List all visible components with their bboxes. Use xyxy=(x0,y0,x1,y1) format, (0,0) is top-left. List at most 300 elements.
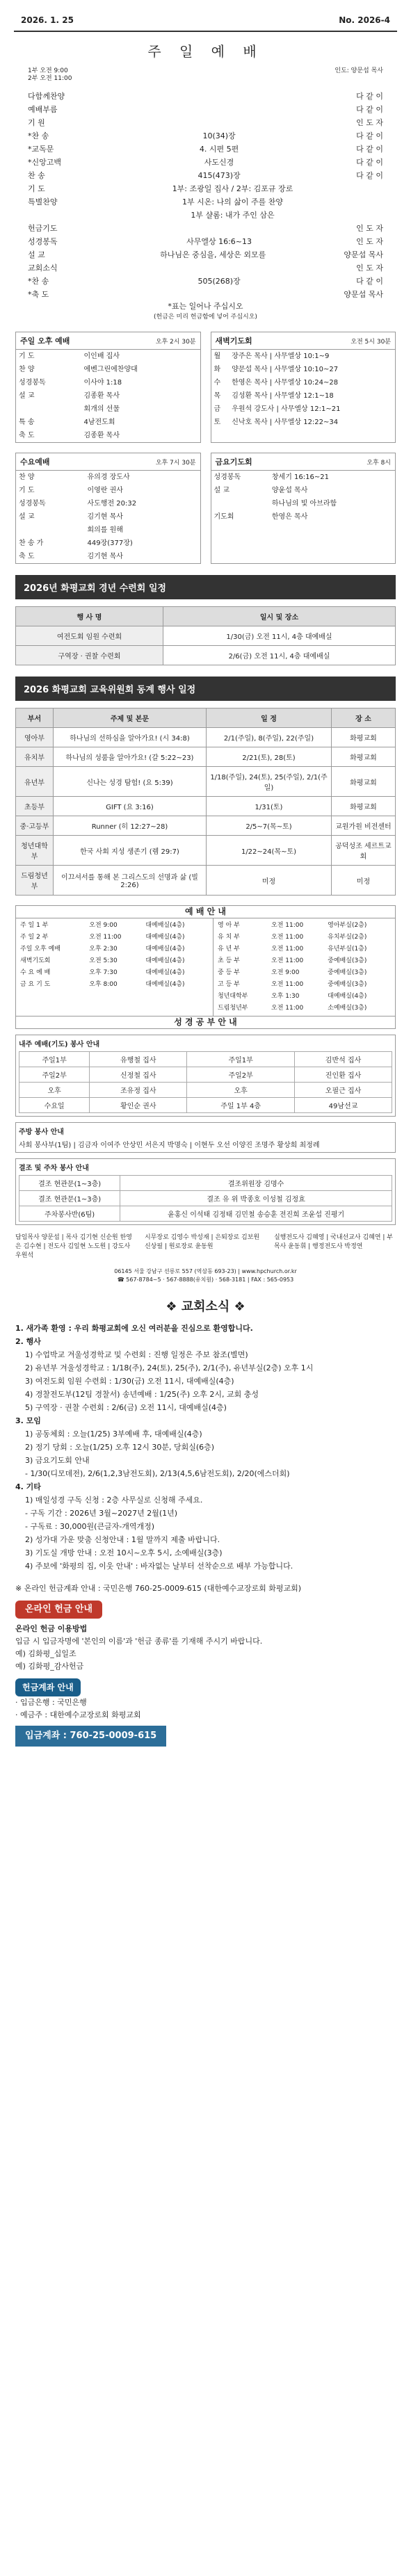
parking-box xyxy=(15,1158,396,1225)
schedule-right-cell: 오후 1:30 xyxy=(271,993,300,1000)
sunday-pm-key xyxy=(16,403,81,416)
edu-cell: 이끄셔서를 통해 본 그리스도의 선명과 삶 (빌 2:26) xyxy=(53,866,206,896)
fri-key: 성경봉독 xyxy=(213,473,241,481)
order-row xyxy=(28,169,383,182)
wed-row xyxy=(16,497,200,510)
schedule-left-row xyxy=(18,955,211,967)
schedule-left-cell: 새벽기도회 xyxy=(20,957,51,964)
edu-cell: 화평교회 xyxy=(331,767,395,797)
retreat-cell: 여전도회 임원 수련회 xyxy=(16,626,163,646)
wed-value: 이영란 권사 xyxy=(87,487,123,494)
wed-value: 회의를 원해 xyxy=(87,526,123,534)
order-row xyxy=(28,235,383,248)
dawn-row xyxy=(211,363,396,376)
wed-row xyxy=(16,471,200,484)
fri-row xyxy=(211,497,396,510)
retreat-cell: 2/6(금) 오전 11시, 4층 대예배실 xyxy=(163,646,396,665)
service-guide-left xyxy=(16,918,213,1016)
order-label: 설 교 xyxy=(28,250,45,259)
dawn-box xyxy=(211,332,396,443)
schedule-right-cell: 오전 11:00 xyxy=(271,957,304,964)
address-line-1: 06145 서울 강남구 선릉로 557 (역삼동 693-23) | www.hpchurch.or.kr xyxy=(114,1268,297,1274)
dawn-key: 토 xyxy=(213,419,221,426)
parents-cell: 수요일 xyxy=(19,1098,90,1113)
dawn-value: 한영은 목사 | 사무엘상 10:24~28 xyxy=(232,379,339,387)
schedule-right-cell: 초 등 부 xyxy=(218,957,240,964)
fri-value: 한영은 목사 xyxy=(271,513,308,521)
schedule-right-cell: 소예배실(3층) xyxy=(328,1005,367,1012)
news-list xyxy=(15,1322,396,1573)
fri-row xyxy=(211,510,396,524)
order-content: 1부 시온: 나의 삶이 주를 찬양 xyxy=(182,197,284,206)
order-content: 1부: 조광일 집사 / 2부: 김포규 장로 xyxy=(172,184,293,193)
dawn-row xyxy=(211,416,396,429)
edu-cell: 유치부 xyxy=(16,747,54,767)
dawn-table xyxy=(211,350,396,429)
parking-cell: 결조 현관문(1~3층) xyxy=(19,1176,120,1191)
parents-table xyxy=(19,1051,392,1113)
edu-cell: 한국 사회 지성 생존기 (렘 29:7) xyxy=(53,836,206,866)
service-times-left xyxy=(28,67,72,83)
schedule-left-cell: 오후 7:30 xyxy=(89,969,118,976)
retreat-table xyxy=(15,606,396,665)
order-content xyxy=(82,90,356,103)
sunday-pm-value: 회개의 선물 xyxy=(83,405,120,413)
order-label: 헌금기도 xyxy=(28,224,58,233)
staff-list xyxy=(15,1233,396,1261)
news-item: 2) 성가대 가운 맞춤 신청안내 : 1월 말까지 제출 바랍니다. xyxy=(25,1535,220,1544)
kitchen-box xyxy=(15,1122,396,1153)
fri-time: 오후 8시 xyxy=(366,459,391,467)
order-leader: 다 같 이 xyxy=(356,105,383,114)
news-item: - 구독 기간 : 2026년 3월~2027년 2월(1년) xyxy=(25,1509,178,1518)
order-leader: 인 도 자 xyxy=(356,237,383,246)
schedule-right-row xyxy=(216,920,393,932)
parents-row xyxy=(19,1083,392,1098)
schedule-left-cell: 오후 8:00 xyxy=(89,981,118,988)
wed-key: 설 교 xyxy=(19,513,35,521)
sunday-pm-row xyxy=(16,350,200,363)
fri-key: 설 교 xyxy=(213,487,229,494)
dawn-key: 월 xyxy=(213,353,221,360)
online-offering xyxy=(15,1582,396,1747)
news-item: 2) 유년부 겨울성경학교 : 1/18(주), 24(토), 25(주), 2/1(주), 유년부실(2층) 오후 1시 xyxy=(25,1363,314,1372)
wed-key: 성경봉독 xyxy=(19,500,46,508)
edu-row xyxy=(16,866,396,896)
schedule-left-cell: 금 요 기 도 xyxy=(20,981,51,988)
schedule-right-row xyxy=(216,943,393,955)
schedule-right-row xyxy=(216,991,393,1003)
order-row xyxy=(28,116,383,129)
order-content xyxy=(82,222,356,235)
schedule-left-cell: 오후 2:30 xyxy=(89,946,118,953)
dawn-row xyxy=(211,389,396,403)
sunday-pm-time: 오후 2시 30분 xyxy=(155,338,196,346)
wed-key: 기 도 xyxy=(19,487,35,494)
news-heading: 1. 새가족 환영 : 우리 화평교회에 오신 여러분을 진심으로 환영합니다. xyxy=(15,1324,253,1333)
order-leader: 다 같 이 xyxy=(356,131,383,140)
news-item: 3) 금요기도회 안내 xyxy=(25,1456,90,1465)
edu-header: 주제 및 본문 xyxy=(53,708,206,728)
sunday-pm-value: 이사야 1:18 xyxy=(83,379,122,387)
online-pill: 온라인 헌금 안내 xyxy=(15,1601,102,1619)
parents-cell: 주일2부 xyxy=(187,1067,295,1083)
kitchen-title: 주방 봉사 안내 xyxy=(19,1128,64,1136)
edu-cell: 화평교회 xyxy=(331,747,395,767)
schedule-left-cell: 오전 11:00 xyxy=(89,934,122,941)
parents-cell: 조유정 집사 xyxy=(90,1083,187,1098)
order-row xyxy=(28,261,383,275)
fri-key xyxy=(211,497,269,510)
edu-row xyxy=(16,747,396,767)
order-content: 505(268)장 xyxy=(198,277,241,286)
news-heading: 2. 행사 xyxy=(15,1337,41,1346)
online-ex-1: 예) 김화평_십일조 xyxy=(15,1649,76,1658)
bulletin-header xyxy=(0,0,411,25)
edu-cell: 하나님의 성품을 알아가요! (갈 5:22~23) xyxy=(53,747,206,767)
wed-head xyxy=(16,453,200,471)
wed-value: 유의경 장도사 xyxy=(87,473,130,481)
order-label: *찬 송 xyxy=(28,277,49,286)
edu-cell: 미정 xyxy=(207,866,332,896)
service-1: 1부 오전 9:00 xyxy=(28,67,68,74)
order-label xyxy=(28,209,82,222)
wed-time: 오후 7시 30분 xyxy=(155,459,196,467)
order-note-2: (헌금은 미리 헌금함에 넣어 주십시오) xyxy=(154,314,257,321)
schedule-left-cell: 주 일 1 부 xyxy=(20,922,49,929)
edu-cell: 2/21(토), 28(토) xyxy=(207,747,332,767)
order-content: 1부 샬롬: 내가 주인 삼은 xyxy=(191,211,275,220)
sunday-pm-value: 김종환 목사 xyxy=(83,432,120,439)
sunday-pm-row xyxy=(16,416,200,429)
parents-cell: 유행철 집사 xyxy=(90,1052,187,1067)
order-row xyxy=(28,195,383,209)
edu-cell: 2/5~7(목~토) xyxy=(207,816,332,836)
order-content: 사무엘상 16:6~13 xyxy=(186,237,252,246)
edu-header: 장 소 xyxy=(331,708,395,728)
parents-box xyxy=(15,1035,396,1117)
staff-col-2: 시무장로 김영수 박성재 | 은퇴장로 김보원 신상필 | 원로장로 윤동원 xyxy=(144,1234,260,1250)
wed-fri-row xyxy=(15,453,396,564)
account-holder: · 예금주 : 대한예수교장로회 화평교회 xyxy=(15,1710,141,1719)
order-label: 예배부름 xyxy=(28,105,58,114)
church-address xyxy=(0,1267,411,1284)
sunday-pm-row xyxy=(16,389,200,403)
fri-box xyxy=(211,453,396,564)
edu-row xyxy=(16,816,396,836)
edu-cell: 2/1(주일), 8(주일), 22(주일) xyxy=(207,728,332,747)
wed-key: 찬 송 가 xyxy=(19,540,44,547)
schedule-right-row xyxy=(216,955,393,967)
sunday-pm-key: 설 교 xyxy=(19,392,35,400)
dawn-title: 새벽기도회 xyxy=(215,337,252,346)
order-content xyxy=(82,261,356,275)
service-guide xyxy=(15,905,396,1029)
edu-row xyxy=(16,767,396,797)
parents-cell: 진인환 집사 xyxy=(295,1067,392,1083)
sunday-pm-row xyxy=(16,429,200,442)
fri-value: 하나님의 빛 아브라함 xyxy=(271,500,337,508)
edu-cell: 드림청년부 xyxy=(16,866,54,896)
order-content: 사도신경 xyxy=(204,158,234,167)
parents-cell: 주일2부 xyxy=(19,1067,90,1083)
order-label: *찬 송 xyxy=(28,131,49,140)
dawn-row xyxy=(211,403,396,416)
edu-table xyxy=(15,708,396,896)
schedule-right-cell: 고 등 부 xyxy=(218,981,240,988)
schedule-right-cell: 드림청년부 xyxy=(218,1005,248,1012)
retreat-cell: 구역장 · 권찰 수련회 xyxy=(16,646,163,665)
edu-cell: 화평교회 xyxy=(331,728,395,747)
dawn-key: 금 xyxy=(213,405,221,413)
order-row xyxy=(28,275,383,288)
online-ex-2: 예) 김화평_감사헌금 xyxy=(15,1662,84,1671)
order-content: 415(473)장 xyxy=(198,171,241,180)
dawn-head xyxy=(211,332,396,350)
schedule-right-row xyxy=(216,979,393,991)
schedule-left-cell: 주 일 2 부 xyxy=(20,934,49,941)
wed-value: 김기현 목사 xyxy=(87,513,123,521)
order-leader: 다 같 이 xyxy=(356,145,383,154)
schedule-right-cell: 오전 11:00 xyxy=(271,1005,304,1012)
schedule-left-cell: 대예배실(4층) xyxy=(145,981,185,988)
sunday-pm-key: 축 도 xyxy=(19,432,35,439)
order-label: 찬 송 xyxy=(28,171,45,180)
schedule-left-row xyxy=(18,967,211,979)
fri-key: 기도회 xyxy=(213,513,234,521)
online-note: ※ 온라인 헌금계좌 안내 : 국민은행 760-25-0009-615 (대한예수교장로회 화평교회) xyxy=(15,1584,302,1593)
order-content xyxy=(82,116,356,129)
address-line-2: ☎ 567-8784~5 · 567-8888(유치원) · 568-3181 | FAX : 565-0953 xyxy=(117,1277,294,1283)
schedule-right-row xyxy=(216,932,393,943)
service-leader: 인도: 양문섭 목사 xyxy=(335,67,383,74)
schedule-left-row xyxy=(18,920,211,932)
schedule-right-cell: 중예배실(3층) xyxy=(328,981,367,988)
edu-row xyxy=(16,728,396,747)
account-number: 입금계좌 : 760-25-0009-615 xyxy=(15,1726,166,1747)
retreat-header: 일시 및 장소 xyxy=(163,607,396,626)
sunday-pm-value: 김종환 목사 xyxy=(83,392,120,400)
edu-header-row xyxy=(16,708,396,728)
sunday-pm-value: 4남전도회 xyxy=(83,419,115,426)
schedule-right-cell: 유 년 부 xyxy=(218,946,240,953)
sunday-pm-value: 이인배 집사 xyxy=(83,353,120,360)
news-heading: 3. 모임 xyxy=(15,1416,41,1425)
dawn-key: 목 xyxy=(213,392,221,400)
news-heading: 4. 기타 xyxy=(15,1482,41,1491)
bulletin-date: 2026. 1. 25 xyxy=(21,15,74,25)
sunday-pm-key: 기 도 xyxy=(19,353,35,360)
fri-head xyxy=(211,453,396,471)
order-row xyxy=(28,90,383,103)
schedule-right-cell: 오전 11:00 xyxy=(271,934,304,941)
parking-table xyxy=(19,1175,392,1222)
order-label: *교독문 xyxy=(28,145,54,154)
fri-row xyxy=(211,471,396,484)
parents-cell: 주일 1부 4층 xyxy=(187,1098,295,1113)
wed-row xyxy=(16,484,200,497)
schedule-right-cell: 영 아 부 xyxy=(218,922,240,929)
schedule-right-cell: 오전 11:00 xyxy=(271,922,304,929)
parents-row xyxy=(19,1052,392,1067)
order-label: 성경봉독 xyxy=(28,237,58,246)
online-desc: 입금 시 입금자명에 '본인의 이름'과 '헌금 종류'를 기재해 주시기 바랍니다. xyxy=(15,1637,263,1646)
edu-cell: 중·고등부 xyxy=(16,816,54,836)
wed-key: 축 도 xyxy=(19,553,35,560)
schedule-right-cell: 중예배실(3층) xyxy=(328,969,367,976)
edu-header: 부서 xyxy=(16,708,54,728)
page-title: 주 일 예 배 xyxy=(147,43,264,60)
fri-table xyxy=(211,471,396,524)
sunday-pm-key: 성경봉독 xyxy=(19,379,46,387)
schedule-left-cell: 주일 오후 예배 xyxy=(20,946,61,953)
order-content: 하나님은 중심을, 세상은 외모를 xyxy=(160,250,266,259)
order-label: 기 원 xyxy=(28,118,45,127)
schedule-right-cell: 중 등 부 xyxy=(218,969,240,976)
wed-key xyxy=(16,524,84,537)
edu-cell: 하나님의 선하심을 알아가요! (시 34:8) xyxy=(53,728,206,747)
edu-cell: GIFT (요 3:16) xyxy=(53,797,206,816)
edu-cell: 1/22~24(목~토) xyxy=(207,836,332,866)
edu-cell: 초등부 xyxy=(16,797,54,816)
parking-row xyxy=(19,1176,392,1191)
staff-col-1: 담임목사 양문섭 | 목사 김기현 신순원 한영은 김수현 | 전도사 김일현 노도원 | 강도사 우원석 xyxy=(15,1234,132,1259)
schedule-right-cell: 오전 11:00 xyxy=(271,981,304,988)
order-label: *신앙고백 xyxy=(28,158,62,167)
sunday-pm-table xyxy=(16,350,200,442)
sunday-pm-key: 찬 양 xyxy=(19,366,35,373)
wed-row xyxy=(16,550,200,563)
wed-table xyxy=(16,471,200,563)
service-guide-title: 예 배 안 내 xyxy=(16,906,396,918)
dawn-value: 양문섭 목사 | 사무엘상 10:10~27 xyxy=(232,366,339,373)
fri-value: 창세기 16:16~21 xyxy=(271,473,329,481)
retreat-header-row xyxy=(16,607,396,626)
schedule-left-cell: 오전 9:00 xyxy=(89,922,118,929)
retreat-row xyxy=(16,626,396,646)
service-2: 2부 오전 11:00 xyxy=(28,75,72,82)
wed-row xyxy=(16,524,200,537)
schedule-right-row xyxy=(216,967,393,979)
order-leader: 인 도 자 xyxy=(356,264,383,273)
worship-order xyxy=(28,90,383,322)
sunday-pm-row xyxy=(16,363,200,376)
retreat-header: 행 사 명 xyxy=(16,607,163,626)
schedule-right-cell: 중예배실(3층) xyxy=(328,957,367,964)
parking-title: 결조 및 주차 봉사 안내 xyxy=(19,1165,89,1172)
edu-cell: 화평교회 xyxy=(331,797,395,816)
news-item: 3) 여전도회 임원 수련회 : 1/30(금) 오전 11시, 대예배실(4층) xyxy=(25,1377,234,1386)
fri-title: 금요기도회 xyxy=(215,457,252,467)
schedule-left-row xyxy=(18,943,211,955)
edu-cell: 영아부 xyxy=(16,728,54,747)
sunday-pm-row xyxy=(16,403,200,416)
account-pill: 헌금계좌 안내 xyxy=(15,1678,81,1696)
order-leader: 인 도 자 xyxy=(356,224,383,233)
news-item: - 구독료 : 30,000원(큰글자-개역개정) xyxy=(25,1522,155,1531)
dawn-key: 화 xyxy=(213,366,221,373)
news-item: 4) 경찰전도부(12팀 경찰서) 송년예배 : 1/25(주) 오후 2시, 교회 충성 xyxy=(25,1390,259,1399)
order-leader: 양문섭 목사 xyxy=(344,290,383,299)
sunday-pm-box xyxy=(15,332,201,443)
order-row xyxy=(28,129,383,143)
edu-cell: 청년대학부 xyxy=(16,836,54,866)
parents-cell: 오후 xyxy=(187,1083,295,1098)
parents-row xyxy=(19,1067,392,1083)
wed-row xyxy=(16,537,200,550)
edu-band: 2026 화평교회 교육위원회 동계 행사 일정 xyxy=(15,677,396,701)
news-item: - 1/30(디모데전), 2/6(1,2,3남전도회), 2/13(4,5,6남전도회), 2/20(에스더회) xyxy=(25,1469,290,1478)
order-row xyxy=(28,222,383,235)
parents-cell: 49남선교 xyxy=(295,1098,392,1113)
retreat-band: 2026년 화평교회 경년 수련회 일정 xyxy=(15,575,396,599)
parents-cell: 주일1부 xyxy=(187,1052,295,1067)
order-row xyxy=(28,209,383,222)
kitchen-text: 사회 봉사부(1팀) | 김금자 이여주 안상민 서은지 박명숙 | 이현두 오선 이양진 조명주 황상희 최정례 xyxy=(19,1142,320,1149)
schedule-right-cell: 청년대학부 xyxy=(218,993,248,1000)
schedule-left-cell: 대예배실(4층) xyxy=(145,946,185,953)
schedule-left-row xyxy=(18,979,211,991)
schedule-right-cell: 유년부실(1층) xyxy=(328,946,367,953)
news-item: 2) 정기 당회 : 오늘(1/25) 오후 12시 30분, 당회실(6층) xyxy=(25,1443,215,1452)
schedule-right-row xyxy=(216,1003,393,1014)
nurture-title: 성 경 공 부 안 내 xyxy=(16,1016,396,1029)
schedule-right-cell: 오전 11:00 xyxy=(271,946,304,953)
schedule-left-cell: 대예배실(4층) xyxy=(145,969,185,976)
edu-cell: Runner (히 12:27~28) xyxy=(53,816,206,836)
pm-dawn-row xyxy=(15,332,396,443)
order-content xyxy=(82,288,344,301)
news-item: 3) 기도실 개방 안내 : 오전 10시~오후 5시, 소예배실(3층) xyxy=(25,1548,223,1557)
order-leader: 다 같 이 xyxy=(356,158,383,167)
schedule-right-cell: 영아부실(2층) xyxy=(328,922,367,929)
parking-cell: 주차봉사반(6팀) xyxy=(19,1206,120,1222)
dawn-row xyxy=(211,376,396,389)
sunday-pm-value: 에벤그린에찬양대 xyxy=(83,366,138,373)
edu-cell: 미정 xyxy=(331,866,395,896)
schedule-left-row xyxy=(18,932,211,943)
retreat-cell: 1/30(금) 오전 11시, 4층 대예배실 xyxy=(163,626,396,646)
sunday-pm-row xyxy=(16,376,200,389)
retreat-row xyxy=(16,646,396,665)
schedule-left-cell: 대예배실(4층) xyxy=(145,922,185,929)
order-row xyxy=(28,182,383,195)
order-label: 기 도 xyxy=(28,184,45,193)
wed-value: 김기현 목사 xyxy=(87,553,123,560)
order-label: 특별찬양 xyxy=(28,197,58,206)
schedule-left-cell: 대예배실(4층) xyxy=(145,934,185,941)
edu-row xyxy=(16,836,396,866)
news-item: 4) 주보에 '화평의 집, 이웃 안내' : 바자없는 날부터 선착순으로 배부 가능합니다. xyxy=(25,1562,293,1571)
dawn-value: 장주은 목사 | 사무엘상 10:1~9 xyxy=(232,353,330,360)
fri-value: 양윤섭 목사 xyxy=(271,487,308,494)
wed-box xyxy=(15,453,201,564)
dawn-value: 우원석 강도사 | 사무엘상 12:1~21 xyxy=(232,405,341,413)
parents-cell: 황인순 권사 xyxy=(90,1098,187,1113)
parking-cell: 결조 현관문(1~3층) xyxy=(19,1191,120,1206)
order-label: *축 도 xyxy=(28,290,49,299)
wed-value: 449장(377장) xyxy=(87,540,133,547)
parking-cell: 결조 유 위 박종호 이성철 김정효 xyxy=(120,1191,392,1206)
edu-header: 일 정 xyxy=(207,708,332,728)
header-rule xyxy=(14,31,397,32)
schedule-right-cell: 유 치 부 xyxy=(218,934,240,941)
wed-row xyxy=(16,510,200,524)
dawn-row xyxy=(211,350,396,363)
news-item: 1) 공동체회 : 오늘(1/25) 3부예배 후, 대예배실(4층) xyxy=(25,1429,202,1439)
schedule-right-cell: 대예배실(4층) xyxy=(328,993,367,1000)
parents-cell: 주일1부 xyxy=(19,1052,90,1067)
